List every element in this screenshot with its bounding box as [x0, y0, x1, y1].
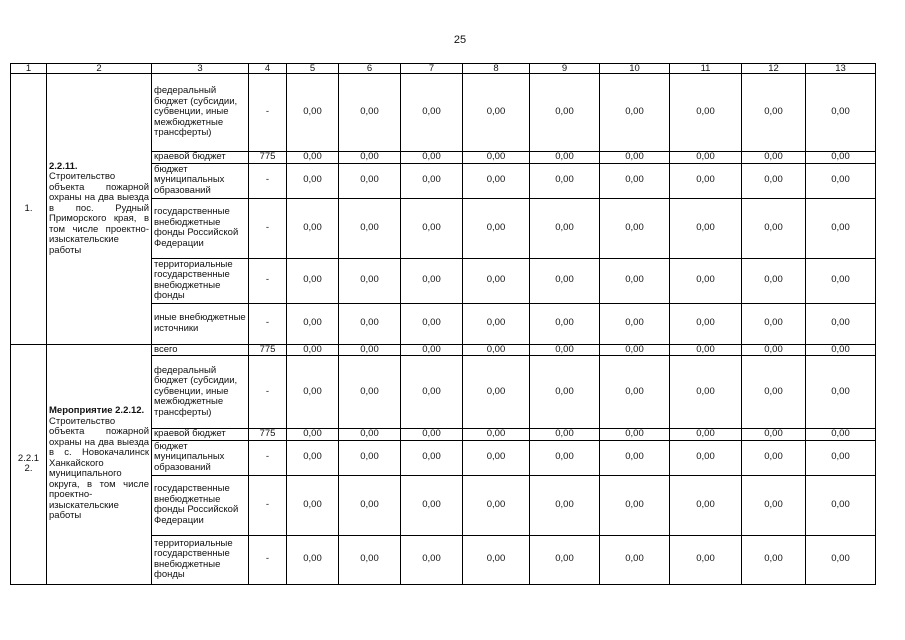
value-cell: 0,00: [600, 152, 670, 164]
value-cell: 0,00: [530, 356, 600, 429]
value-cell: 0,00: [600, 344, 670, 356]
header-cell: 6: [339, 64, 401, 74]
value-cell: 0,00: [339, 303, 401, 344]
value-cell: 0,00: [670, 344, 742, 356]
header-cell: 8: [463, 64, 530, 74]
header-cell: 13: [806, 64, 876, 74]
value-cell: 0,00: [463, 535, 530, 584]
total-cell: -: [249, 440, 287, 475]
value-cell: 0,00: [742, 429, 806, 441]
value-cell: 0,00: [463, 475, 530, 535]
value-cell: 0,00: [742, 535, 806, 584]
page-number: 25: [453, 34, 467, 46]
value-cell: 0,00: [401, 163, 463, 198]
value-cell: 0,00: [401, 535, 463, 584]
total-cell: -: [249, 258, 287, 303]
value-cell: 0,00: [463, 152, 530, 164]
total-cell: 775: [249, 429, 287, 441]
value-cell: 0,00: [463, 163, 530, 198]
funding-source: государственные внебюджетные фонды Российской Федерации: [152, 198, 249, 258]
value-cell: 0,00: [742, 356, 806, 429]
funding-source: всего: [152, 344, 249, 356]
measure-code: Мероприятие 2.2.12.: [49, 405, 145, 417]
value-cell: 0,00: [670, 303, 742, 344]
header-cell: 12: [742, 64, 806, 74]
value-cell: 0,00: [401, 152, 463, 164]
value-cell: 0,00: [742, 258, 806, 303]
value-cell: 0,00: [806, 344, 876, 356]
value-cell: 0,00: [806, 163, 876, 198]
value-cell: 0,00: [339, 440, 401, 475]
table-row: [11, 344, 876, 356]
value-cell: 0,00: [530, 303, 600, 344]
value-cell: 0,00: [530, 258, 600, 303]
header-cell: 9: [530, 64, 600, 74]
value-cell: 0,00: [463, 303, 530, 344]
value-cell: 0,00: [600, 303, 670, 344]
value-cell: 0,00: [600, 356, 670, 429]
value-cell: 0,00: [670, 152, 742, 164]
funding-source: краевой бюджет: [152, 429, 249, 441]
value-cell: 0,00: [287, 198, 339, 258]
value-cell: 0,00: [670, 535, 742, 584]
total-cell: -: [249, 535, 287, 584]
value-cell: 0,00: [530, 198, 600, 258]
header-cell: 10: [600, 64, 670, 74]
value-cell: 0,00: [339, 475, 401, 535]
header-cell: 4: [249, 64, 287, 74]
measure-text: Строительство объекта пожарной охраны на два выезда в с. Новокачалинск Ханкайского муниципального округа, в том числе проектно-изыскательские работы: [49, 415, 149, 522]
value-cell: 0,00: [670, 475, 742, 535]
value-cell: 0,00: [401, 198, 463, 258]
value-cell: 0,00: [530, 535, 600, 584]
value-cell: 0,00: [339, 535, 401, 584]
value-cell: 0,00: [600, 74, 670, 152]
value-cell: 0,00: [806, 152, 876, 164]
value-cell: 0,00: [463, 356, 530, 429]
value-cell: 0,00: [339, 429, 401, 441]
value-cell: 0,00: [530, 429, 600, 441]
header-cell: 11: [670, 64, 742, 74]
total-cell: -: [249, 163, 287, 198]
total-cell: 775: [249, 152, 287, 164]
value-cell: 0,00: [600, 163, 670, 198]
table-row: [11, 74, 876, 152]
value-cell: 0,00: [463, 429, 530, 441]
header-row: [11, 64, 876, 74]
value-cell: 0,00: [530, 152, 600, 164]
header-cell: 7: [401, 64, 463, 74]
value-cell: 0,00: [806, 303, 876, 344]
value-cell: 0,00: [670, 356, 742, 429]
value-cell: 0,00: [401, 475, 463, 535]
value-cell: 0,00: [339, 74, 401, 152]
value-cell: 0,00: [339, 163, 401, 198]
value-cell: 0,00: [287, 475, 339, 535]
total-cell: -: [249, 475, 287, 535]
value-cell: 0,00: [287, 163, 339, 198]
budget-table: [10, 63, 876, 585]
measure-description: [47, 344, 152, 584]
value-cell: 0,00: [463, 74, 530, 152]
value-cell: 0,00: [530, 440, 600, 475]
total-cell: -: [249, 356, 287, 429]
funding-source: государственные внебюджетные фонды Российской Федерации: [152, 475, 249, 535]
value-cell: 0,00: [401, 344, 463, 356]
value-cell: 0,00: [287, 74, 339, 152]
value-cell: 0,00: [742, 440, 806, 475]
value-cell: 0,00: [339, 258, 401, 303]
measure-text: Строительство объекта пожарной охраны на два выезда в пос. Рудный Приморского края, в том числе проектно-изыскательские работы: [49, 171, 149, 256]
header-cell: 1: [11, 64, 47, 74]
row-number: 1.: [11, 74, 47, 345]
funding-source: территориальные государственные внебюджетные фонды: [152, 535, 249, 584]
value-cell: 0,00: [742, 303, 806, 344]
value-cell: 0,00: [742, 198, 806, 258]
value-cell: 0,00: [287, 535, 339, 584]
value-cell: 0,00: [670, 163, 742, 198]
total-cell: 775: [249, 344, 287, 356]
value-cell: 0,00: [806, 440, 876, 475]
funding-source: федеральный бюджет (субсидии, субвенции, иные межбюджетные трансферты): [152, 74, 249, 152]
header-cell: 5: [287, 64, 339, 74]
value-cell: 0,00: [530, 74, 600, 152]
value-cell: 0,00: [287, 429, 339, 441]
value-cell: 0,00: [670, 74, 742, 152]
value-cell: 0,00: [287, 152, 339, 164]
value-cell: 0,00: [287, 303, 339, 344]
value-cell: 0,00: [670, 258, 742, 303]
funding-source: территориальные государственные внебюджетные фонды: [152, 258, 249, 303]
value-cell: 0,00: [670, 440, 742, 475]
row-number: 2.2.1 2.: [11, 344, 47, 584]
value-cell: 0,00: [806, 429, 876, 441]
value-cell: 0,00: [806, 356, 876, 429]
value-cell: 0,00: [742, 163, 806, 198]
value-cell: 0,00: [530, 475, 600, 535]
value-cell: 0,00: [463, 440, 530, 475]
value-cell: 0,00: [463, 258, 530, 303]
value-cell: 0,00: [600, 258, 670, 303]
funding-source: федеральный бюджет (субсидии, субвенции, иные межбюджетные трансферты): [152, 356, 249, 429]
value-cell: 0,00: [401, 440, 463, 475]
value-cell: 0,00: [401, 74, 463, 152]
funding-source: бюджет муниципальных образований: [152, 440, 249, 475]
header-cell: 3: [152, 64, 249, 74]
value-cell: 0,00: [339, 344, 401, 356]
measure-description: [47, 74, 152, 345]
value-cell: 0,00: [600, 198, 670, 258]
total-cell: -: [249, 303, 287, 344]
value-cell: 0,00: [600, 440, 670, 475]
value-cell: 0,00: [806, 74, 876, 152]
value-cell: 0,00: [287, 258, 339, 303]
value-cell: 0,00: [670, 429, 742, 441]
value-cell: 0,00: [339, 152, 401, 164]
value-cell: 0,00: [600, 429, 670, 441]
funding-source: краевой бюджет: [152, 152, 249, 164]
value-cell: 0,00: [339, 356, 401, 429]
value-cell: 0,00: [670, 198, 742, 258]
value-cell: 0,00: [742, 475, 806, 535]
funding-source: иные внебюджетные источники: [152, 303, 249, 344]
value-cell: 0,00: [530, 163, 600, 198]
value-cell: 0,00: [401, 303, 463, 344]
total-cell: -: [249, 74, 287, 152]
value-cell: 0,00: [401, 258, 463, 303]
header-cell: 2: [47, 64, 152, 74]
value-cell: 0,00: [287, 440, 339, 475]
value-cell: 0,00: [806, 198, 876, 258]
value-cell: 0,00: [401, 429, 463, 441]
funding-source: бюджет муниципальных образований: [152, 163, 249, 198]
value-cell: 0,00: [600, 475, 670, 535]
value-cell: 0,00: [742, 344, 806, 356]
value-cell: 0,00: [806, 535, 876, 584]
value-cell: 0,00: [463, 344, 530, 356]
value-cell: 0,00: [401, 356, 463, 429]
total-cell: -: [249, 198, 287, 258]
value-cell: 0,00: [530, 344, 600, 356]
measure-code: 2.2.11.: [49, 160, 78, 172]
value-cell: 0,00: [806, 475, 876, 535]
value-cell: 0,00: [339, 198, 401, 258]
value-cell: 0,00: [463, 198, 530, 258]
value-cell: 0,00: [742, 74, 806, 152]
value-cell: 0,00: [600, 535, 670, 584]
value-cell: 0,00: [287, 356, 339, 429]
value-cell: 0,00: [742, 152, 806, 164]
value-cell: 0,00: [287, 344, 339, 356]
value-cell: 0,00: [806, 258, 876, 303]
